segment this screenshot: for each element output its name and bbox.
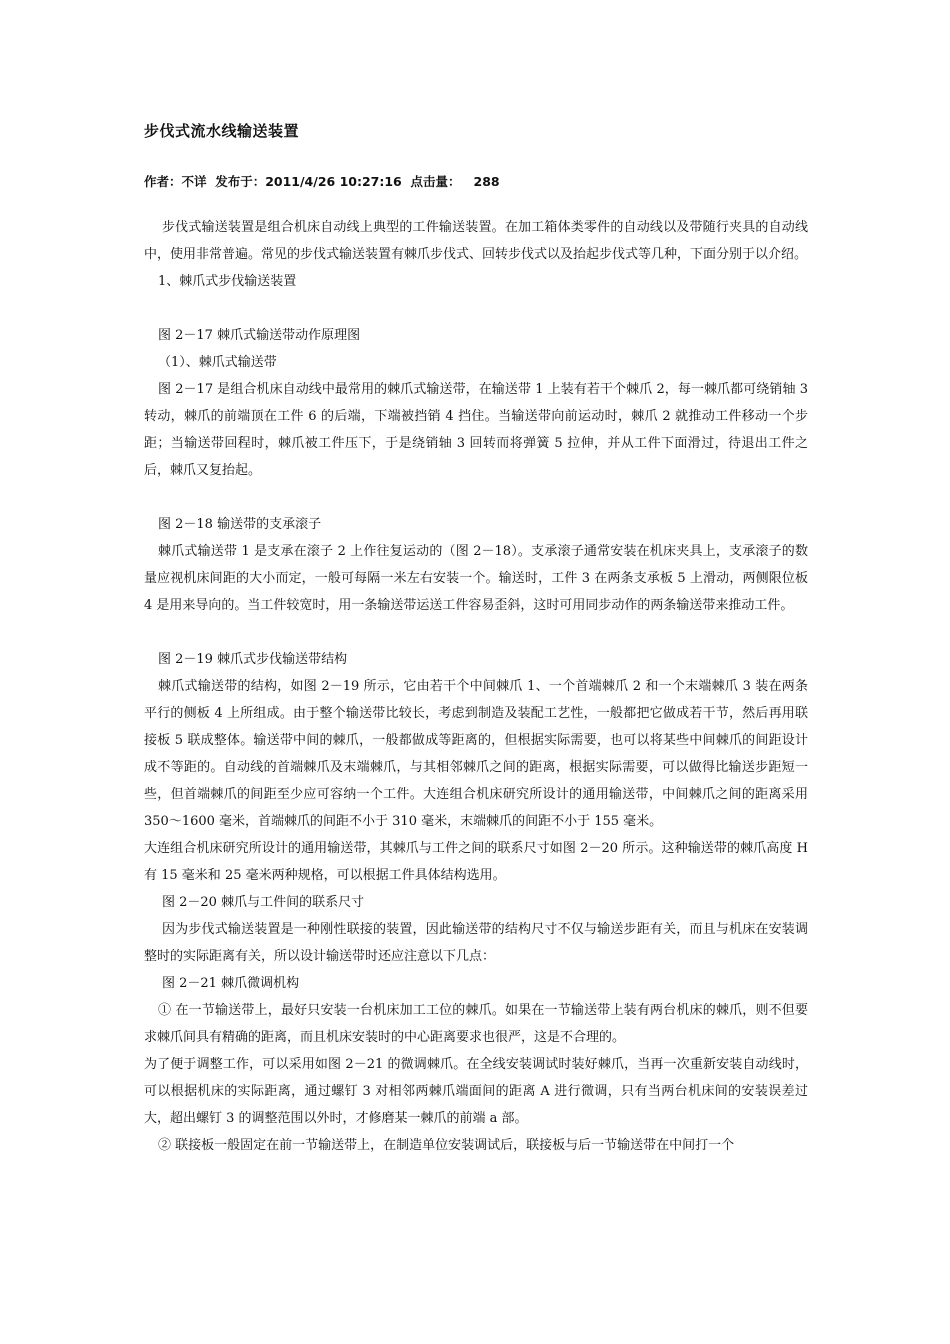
article-body [144, 214, 808, 1159]
figure-placeholder [144, 484, 808, 511]
figure-caption: 图 2－17 棘爪式输送带动作原理图 [158, 328, 361, 343]
figure-placeholder [144, 295, 808, 322]
intro-paragraph: 步伐式输送装置是组合机床自动线上典型的工件输送装置。在加工箱体类零件的自动线以及带随行夹具的自动线中，使用非常普遍。常见的步伐式输送装置有棘爪步伐式、回转步伐式以及抬起步伐式等几种，下面分别于以介绍。 [144, 220, 808, 262]
body-paragraph: 棘爪式输送带 1 是支承在滚子 2 上作往复运动的（图 2－18）。支承滚子通常安装在机床夹具上，支承滚子的数量应视机床间距的大小而定，一般可每隔一米左右安装一个。输送时，工件 3 在两条支承板 5 上滑动，两侧限位板 4 是用来导向的。当工件较宽时，用一条输送带运送工件容易歪斜，这时可用同步动作的两条输送带来推动工件。 [144, 544, 808, 613]
figure-placeholder [144, 619, 808, 646]
body-paragraph: 图 2－17 是组合机床自动线中最常用的棘爪式输送带，在输送带 1 上装有若干个棘爪 2，每一棘爪都可绕销轴 3 转动，棘爪的前端顶在工件 6 的后端，下端被挡销 4 挡住。当输送带向前运动时，棘爪 2 就推动工件移动一个步距；当输送带回程时，棘爪被工件压下，于是绕销轴 3 回转而将弹簧 5 拉伸，并从工件下面滑过，待退出工件之后，棘爪又复抬起。 [144, 382, 808, 478]
list-item: ② 联接板一般固定在前一节输送带上，在制造单位安装调试后，联接板与后一节输送带在中间打一个 [158, 1138, 735, 1153]
article-title: 步伐式流水线输送装置 [144, 122, 300, 140]
body-paragraph: 因为步伐式输送装置是一种刚性联接的装置，因此输送带的结构尺寸不仅与输送步距有关，而且与机床在安装调整时的实际距离有关，所以设计输送带时还应注意以下几点： [144, 922, 808, 964]
figure-caption: 图 2－19 棘爪式步伐输送带结构 [158, 652, 348, 667]
body-paragraph: 为了便于调整工作，可以采用如图 2－21 的微调棘爪。在全线安装调试时装好棘爪，当再一次重新安装自动线时，可以根据机床的实际距离，通过螺钉 3 对相邻两棘爪端面间的距离 A 进行微调，只有当两台机床间的安装误差过大，超出螺钉 3 的调整范围以外时，才修磨某一棘爪的前端 a 部。 [144, 1057, 808, 1126]
figure-caption: 图 2－18 输送带的支承滚子 [158, 517, 322, 532]
article-meta: 作者：不详 发布于：2011/4/26 10:27:16 点击量： 288 [144, 174, 500, 189]
body-paragraph: 大连组合机床研究所设计的通用输送带，其棘爪与工件之间的联系尺寸如图 2－20 所示。这种输送带的棘爪高度 H 有 15 毫米和 25 毫米两种规格，可以根据工件具体结构选用。 [144, 841, 808, 883]
subsection-heading: （1）、棘爪式输送带 [158, 355, 277, 370]
section-heading: 1、棘爪式步伐输送装置 [158, 274, 297, 289]
figure-caption: 图 2－21 棘爪微调机构 [162, 976, 300, 991]
figure-caption: 图 2－20 棘爪与工件间的联系尺寸 [162, 895, 365, 910]
list-item: ① 在一节输送带上，最好只安装一台机床加工工位的棘爪。如果在一节输送带上装有两台机床的棘爪，则不但要求棘爪间具有精确的距离，而且机床安装时的中心距离要求也很严，这是不合理的。 [144, 1003, 808, 1045]
body-paragraph: 棘爪式输送带的结构，如图 2－19 所示，它由若干个中间棘爪 1、一个首端棘爪 2 和一个末端棘爪 3 装在两条平行的侧板 4 上所组成。由于整个输送带比较长，考虑到制造及装配工艺性，一般都把它做成若干节，然后再用联接板 5 联成整体。输送带中间的棘爪，一般都做成等距离的，但根据实际需要，也可以将某些中间棘爪的间距设计成不等距的。自动线的首端棘爪及末端棘爪，与其相邻棘爪之间的距离，根据实际需要，可以做得比输送步距短一些，但首端棘爪的间距至少应可容纳一个工件。大连组合机床研究所设计的通用输送带，中间棘爪之间的距离采用 350～1600 毫米，首端棘爪的间距不小于 310 毫米，末端棘爪的间距不小于 155 毫米。 [144, 679, 808, 829]
